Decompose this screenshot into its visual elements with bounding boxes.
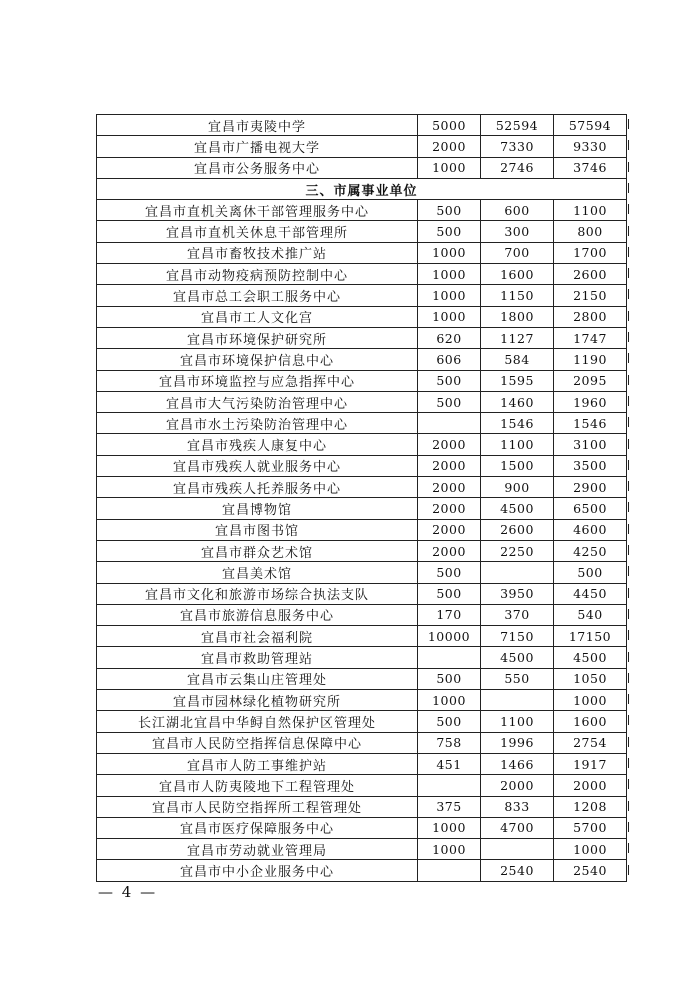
table-row xyxy=(97,498,627,519)
table-row xyxy=(97,668,627,689)
total-cell: 57594 xyxy=(554,115,627,136)
table-row xyxy=(97,796,627,817)
total-cell: 2540 xyxy=(554,860,627,881)
edge-tick xyxy=(628,332,629,342)
amount-col2-cell xyxy=(481,839,554,860)
unit-name-cell: 宜昌市社会福利院 xyxy=(97,626,418,647)
amount-col2-cell: 700 xyxy=(481,242,554,263)
total-cell: 4500 xyxy=(554,647,627,668)
total-cell: 2754 xyxy=(554,732,627,753)
amount-col1-cell: 2000 xyxy=(418,434,481,455)
unit-name-cell: 宜昌市残疾人康复中心 xyxy=(97,434,418,455)
table-row xyxy=(97,860,627,881)
amount-col2-cell: 1100 xyxy=(481,434,554,455)
amount-col1-cell: 1000 xyxy=(418,157,481,178)
table-row xyxy=(97,647,627,668)
unit-name-cell: 宜昌博物馆 xyxy=(97,498,418,519)
total-cell: 5700 xyxy=(554,817,627,838)
amount-col2-cell: 1996 xyxy=(481,732,554,753)
amount-col1-cell: 2000 xyxy=(418,136,481,157)
table-row xyxy=(97,327,627,348)
unit-name-cell: 宜昌市人民防空指挥所工程管理处 xyxy=(97,796,418,817)
table-row xyxy=(97,306,627,327)
total-cell: 1960 xyxy=(554,391,627,412)
edge-tick xyxy=(628,162,629,172)
amount-col2-cell: 2000 xyxy=(481,775,554,796)
amount-col2-cell xyxy=(481,562,554,583)
edge-tick xyxy=(628,119,629,129)
amount-col2-cell: 900 xyxy=(481,477,554,498)
unit-name-cell: 宜昌市工人文化宫 xyxy=(97,306,418,327)
unit-name-cell: 宜昌市广播电视大学 xyxy=(97,136,418,157)
total-cell: 4250 xyxy=(554,540,627,561)
edge-tick xyxy=(628,247,629,257)
table-row xyxy=(97,753,627,774)
edge-tick xyxy=(628,822,629,832)
table-row xyxy=(97,200,627,221)
amount-col1-cell: 500 xyxy=(418,562,481,583)
amount-col2-cell: 7150 xyxy=(481,626,554,647)
unit-name-cell: 宜昌市人民防空指挥信息保障中心 xyxy=(97,732,418,753)
unit-name-cell: 长江湖北宜昌中华鲟自然保护区管理处 xyxy=(97,711,418,732)
total-cell: 2000 xyxy=(554,775,627,796)
edge-tick xyxy=(628,758,629,768)
table-row xyxy=(97,455,627,476)
amount-col2-cell: 1460 xyxy=(481,391,554,412)
unit-name-cell: 宜昌市大气污染防治管理中心 xyxy=(97,391,418,412)
amount-col2-cell: 3950 xyxy=(481,583,554,604)
total-cell: 2900 xyxy=(554,477,627,498)
unit-name-cell: 宜昌市动物疫病预防控制中心 xyxy=(97,264,418,285)
unit-name-cell: 宜昌市园林绿化植物研究所 xyxy=(97,690,418,711)
unit-name-cell: 宜昌市公务服务中心 xyxy=(97,157,418,178)
edge-tick xyxy=(628,865,629,875)
total-cell: 3100 xyxy=(554,434,627,455)
amount-col2-cell: 300 xyxy=(481,221,554,242)
table-row xyxy=(97,370,627,391)
unit-name-cell: 宜昌市水土污染防治管理中心 xyxy=(97,413,418,434)
amount-col1-cell: 500 xyxy=(418,200,481,221)
amount-col1-cell: 451 xyxy=(418,753,481,774)
table-row xyxy=(97,711,627,732)
total-cell: 9330 xyxy=(554,136,627,157)
amount-col2-cell: 4700 xyxy=(481,817,554,838)
amount-col2-cell: 1600 xyxy=(481,264,554,285)
edge-tick xyxy=(628,396,629,406)
amount-col2-cell: 1546 xyxy=(481,413,554,434)
table-row xyxy=(97,477,627,498)
edge-tick xyxy=(628,801,629,811)
amount-col2-cell: 550 xyxy=(481,668,554,689)
unit-name-cell: 宜昌市直机关离休干部管理服务中心 xyxy=(97,200,418,221)
unit-name-cell: 宜昌市云集山庄管理处 xyxy=(97,668,418,689)
edge-tick xyxy=(628,226,629,236)
total-cell: 540 xyxy=(554,604,627,625)
amount-col2-cell xyxy=(481,690,554,711)
table-row xyxy=(97,775,627,796)
amount-col1-cell: 2000 xyxy=(418,477,481,498)
total-cell: 2150 xyxy=(554,285,627,306)
edge-tick xyxy=(628,630,629,640)
edge-tick xyxy=(628,566,629,576)
amount-col2-cell: 600 xyxy=(481,200,554,221)
unit-name-cell: 宜昌美术馆 xyxy=(97,562,418,583)
unit-name-cell: 宜昌市图书馆 xyxy=(97,519,418,540)
edge-tick xyxy=(628,460,629,470)
table-row xyxy=(97,839,627,860)
amount-col1-cell: 1000 xyxy=(418,242,481,263)
edge-tick xyxy=(628,140,629,150)
edge-tick xyxy=(628,609,629,619)
budget-table-body xyxy=(97,115,627,882)
amount-col2-cell: 1466 xyxy=(481,753,554,774)
table-row xyxy=(97,413,627,434)
amount-col1-cell: 1000 xyxy=(418,285,481,306)
edge-tick xyxy=(628,652,629,662)
total-cell: 1600 xyxy=(554,711,627,732)
edge-tick xyxy=(628,183,629,193)
amount-col1-cell xyxy=(418,647,481,668)
unit-name-cell: 宜昌市人防夷陵地下工程管理处 xyxy=(97,775,418,796)
total-cell: 17150 xyxy=(554,626,627,647)
amount-col1-cell: 5000 xyxy=(418,115,481,136)
budget-table xyxy=(96,114,627,882)
edge-tick xyxy=(628,673,629,683)
amount-col1-cell: 375 xyxy=(418,796,481,817)
edge-tick xyxy=(628,311,629,321)
total-cell: 2800 xyxy=(554,306,627,327)
amount-col2-cell: 833 xyxy=(481,796,554,817)
total-cell: 1100 xyxy=(554,200,627,221)
amount-col1-cell: 10000 xyxy=(418,626,481,647)
amount-col1-cell: 1000 xyxy=(418,306,481,327)
unit-name-cell: 宜昌市环境监控与应急指挥中心 xyxy=(97,370,418,391)
unit-name-cell: 宜昌市总工会职工服务中心 xyxy=(97,285,418,306)
table-row xyxy=(97,242,627,263)
edge-tick xyxy=(628,694,629,704)
amount-col1-cell: 500 xyxy=(418,391,481,412)
table-row xyxy=(97,519,627,540)
unit-name-cell: 宜昌市群众艺术馆 xyxy=(97,540,418,561)
table-row xyxy=(97,732,627,753)
page-number: — 4 — xyxy=(98,883,158,901)
table-row xyxy=(97,626,627,647)
table-row xyxy=(97,115,627,136)
total-cell: 1747 xyxy=(554,327,627,348)
table-row xyxy=(97,604,627,625)
amount-col2-cell: 52594 xyxy=(481,115,554,136)
table-row xyxy=(97,540,627,561)
total-cell: 800 xyxy=(554,221,627,242)
unit-name-cell: 宜昌市人防工事维护站 xyxy=(97,753,418,774)
edge-tick xyxy=(628,268,629,278)
total-cell: 1050 xyxy=(554,668,627,689)
amount-col1-cell: 2000 xyxy=(418,455,481,476)
total-cell: 1208 xyxy=(554,796,627,817)
total-cell: 4600 xyxy=(554,519,627,540)
unit-name-cell: 宜昌市夷陵中学 xyxy=(97,115,418,136)
edge-tick xyxy=(628,715,629,725)
amount-col2-cell: 4500 xyxy=(481,498,554,519)
amount-col2-cell: 370 xyxy=(481,604,554,625)
amount-col1-cell: 500 xyxy=(418,583,481,604)
amount-col1-cell: 1000 xyxy=(418,690,481,711)
total-cell: 4450 xyxy=(554,583,627,604)
total-cell: 1546 xyxy=(554,413,627,434)
edge-tick xyxy=(628,417,629,427)
amount-col1-cell: 1000 xyxy=(418,264,481,285)
table-row xyxy=(97,562,627,583)
total-cell: 1000 xyxy=(554,690,627,711)
total-cell: 1190 xyxy=(554,349,627,370)
unit-name-cell: 宜昌市环境保护研究所 xyxy=(97,327,418,348)
edge-tick xyxy=(628,481,629,491)
amount-col2-cell: 2746 xyxy=(481,157,554,178)
amount-col1-cell: 620 xyxy=(418,327,481,348)
section-title: 三、市属事业单位 xyxy=(97,178,627,199)
amount-col2-cell: 1100 xyxy=(481,711,554,732)
edge-tick xyxy=(628,289,629,299)
amount-col2-cell: 1800 xyxy=(481,306,554,327)
unit-name-cell: 宜昌市旅游信息服务中心 xyxy=(97,604,418,625)
amount-col1-cell: 758 xyxy=(418,732,481,753)
amount-col2-cell: 2540 xyxy=(481,860,554,881)
amount-col1-cell: 500 xyxy=(418,668,481,689)
edge-tick xyxy=(628,779,629,789)
amount-col1-cell: 2000 xyxy=(418,540,481,561)
amount-col2-cell: 4500 xyxy=(481,647,554,668)
amount-col1-cell: 2000 xyxy=(418,519,481,540)
total-cell: 2600 xyxy=(554,264,627,285)
amount-col2-cell: 2250 xyxy=(481,540,554,561)
amount-col1-cell xyxy=(418,413,481,434)
amount-col1-cell: 500 xyxy=(418,711,481,732)
amount-col1-cell xyxy=(418,860,481,881)
edge-tick xyxy=(628,439,629,449)
edge-tick xyxy=(628,502,629,512)
unit-name-cell: 宜昌市残疾人就业服务中心 xyxy=(97,455,418,476)
table-row xyxy=(97,391,627,412)
amount-col1-cell: 1000 xyxy=(418,817,481,838)
unit-name-cell: 宜昌市残疾人托养服务中心 xyxy=(97,477,418,498)
total-cell: 6500 xyxy=(554,498,627,519)
amount-col2-cell: 2600 xyxy=(481,519,554,540)
unit-name-cell: 宜昌市文化和旅游市场综合执法支队 xyxy=(97,583,418,604)
total-cell: 1917 xyxy=(554,753,627,774)
amount-col1-cell: 500 xyxy=(418,370,481,391)
edge-tick xyxy=(628,737,629,747)
amount-col1-cell xyxy=(418,775,481,796)
unit-name-cell: 宜昌市中小企业服务中心 xyxy=(97,860,418,881)
table-row xyxy=(97,221,627,242)
table-row xyxy=(97,157,627,178)
edge-tick xyxy=(628,588,629,598)
total-cell: 3500 xyxy=(554,455,627,476)
section-header-row xyxy=(97,178,627,199)
unit-name-cell: 宜昌市救助管理站 xyxy=(97,647,418,668)
table-row xyxy=(97,136,627,157)
unit-name-cell: 宜昌市劳动就业管理局 xyxy=(97,839,418,860)
total-cell: 1000 xyxy=(554,839,627,860)
total-cell: 2095 xyxy=(554,370,627,391)
edge-tick xyxy=(628,375,629,385)
table-row xyxy=(97,817,627,838)
unit-name-cell: 宜昌市环境保护信息中心 xyxy=(97,349,418,370)
amount-col1-cell: 2000 xyxy=(418,498,481,519)
amount-col1-cell: 500 xyxy=(418,221,481,242)
unit-name-cell: 宜昌市医疗保障服务中心 xyxy=(97,817,418,838)
table-row xyxy=(97,349,627,370)
amount-col2-cell: 1150 xyxy=(481,285,554,306)
amount-col2-cell: 1127 xyxy=(481,327,554,348)
table-row xyxy=(97,690,627,711)
total-cell: 1700 xyxy=(554,242,627,263)
table-row xyxy=(97,285,627,306)
edge-tick xyxy=(628,353,629,363)
amount-col2-cell: 584 xyxy=(481,349,554,370)
edge-tick xyxy=(628,545,629,555)
unit-name-cell: 宜昌市直机关休息干部管理所 xyxy=(97,221,418,242)
edge-tick xyxy=(628,843,629,853)
edge-tick xyxy=(628,204,629,214)
table-row xyxy=(97,264,627,285)
amount-col1-cell: 170 xyxy=(418,604,481,625)
amount-col2-cell: 7330 xyxy=(481,136,554,157)
total-cell: 500 xyxy=(554,562,627,583)
amount-col1-cell: 606 xyxy=(418,349,481,370)
amount-col1-cell: 1000 xyxy=(418,839,481,860)
amount-col2-cell: 1500 xyxy=(481,455,554,476)
total-cell: 3746 xyxy=(554,157,627,178)
edge-tick xyxy=(628,524,629,534)
amount-col2-cell: 1595 xyxy=(481,370,554,391)
table-row xyxy=(97,434,627,455)
table-row xyxy=(97,583,627,604)
unit-name-cell: 宜昌市畜牧技术推广站 xyxy=(97,242,418,263)
